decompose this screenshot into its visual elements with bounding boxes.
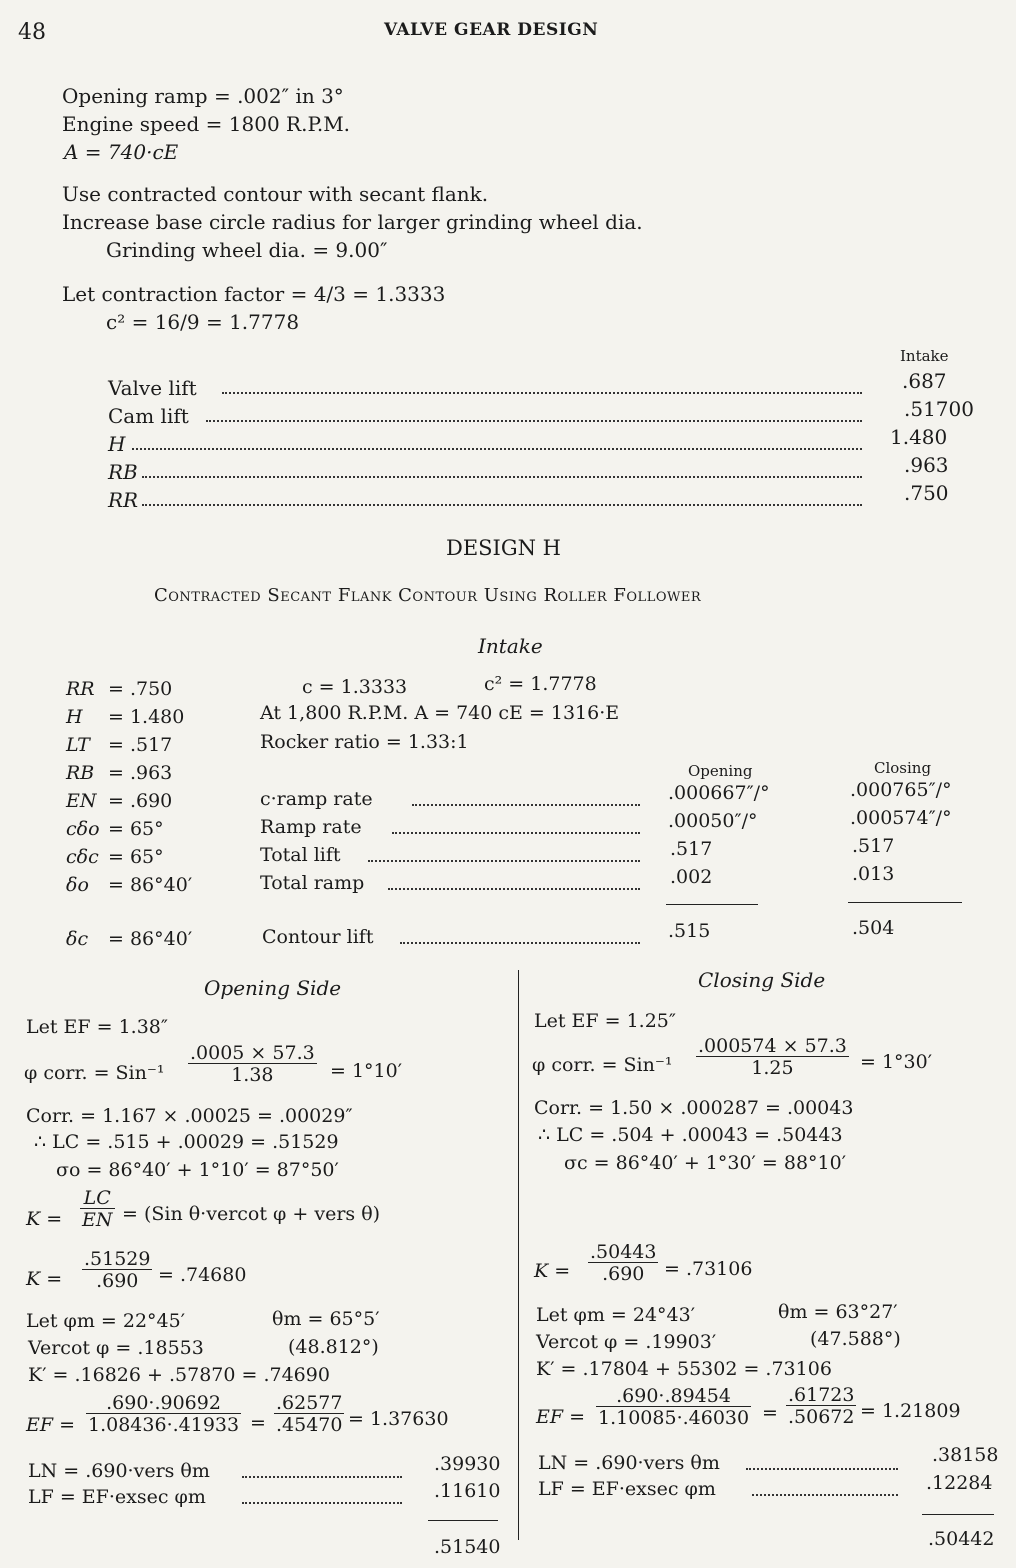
param-value: = .750 bbox=[108, 678, 173, 700]
lift-row-value: 1.480 bbox=[890, 425, 948, 449]
lift-table-header: Intake bbox=[900, 347, 949, 365]
mid-row-label: Contour lift bbox=[262, 926, 374, 948]
param-value: = 65° bbox=[108, 846, 164, 868]
closing-ef: Let EF = 1.25″ bbox=[534, 1010, 676, 1032]
c-value: c = 1.3333 bbox=[302, 676, 408, 698]
mid-row-opening: .00050″/° bbox=[668, 810, 758, 832]
dot-leader bbox=[752, 1494, 898, 1496]
param-name: cδc bbox=[66, 846, 99, 868]
closing-lf: LF = EF·exsec φm bbox=[538, 1478, 716, 1500]
closing-vercot: Vercot φ = .19903′ bbox=[536, 1331, 717, 1353]
spec-contraction-factor: Let contraction factor = 4/3 = 1.3333 bbox=[62, 282, 446, 306]
opening-k-formula: = (Sin θ·vercot φ + vers θ) bbox=[122, 1203, 381, 1225]
opening-side-heading: Opening Side bbox=[204, 976, 342, 1000]
fraction-denominator: 1.38 bbox=[188, 1063, 317, 1085]
fraction-numerator: .0005 × 57.3 bbox=[190, 1042, 315, 1064]
param-value: = 86°40′ bbox=[108, 874, 193, 896]
dot-leader bbox=[412, 804, 640, 806]
fraction-denominator: .690 bbox=[82, 1269, 152, 1291]
mid-row-closing: .000574″/° bbox=[850, 807, 952, 829]
spec-contour-note: Use contracted contour with secant flank. bbox=[62, 182, 489, 206]
lift-row-value: .750 bbox=[904, 481, 949, 505]
fraction-denominator: .45470 bbox=[276, 1414, 343, 1436]
fraction-denominator: .690 bbox=[588, 1262, 658, 1284]
lift-row-value: .51700 bbox=[904, 397, 974, 421]
param-name: EN bbox=[66, 790, 97, 812]
lift-row-label: H bbox=[108, 432, 126, 456]
mid-row-opening: .000667″/° bbox=[668, 782, 770, 804]
spec-engine-speed: Engine speed = 1800 R.P.M. bbox=[62, 112, 351, 136]
fraction-denominator: EN bbox=[82, 1209, 113, 1231]
lift-row-label: Cam lift bbox=[108, 404, 189, 428]
opening-phi-result: = 1°10′ bbox=[330, 1060, 403, 1082]
opening-ef-fraction-2 bbox=[274, 1394, 344, 1435]
spec-a-formula: A = 740·cE bbox=[64, 140, 179, 164]
opening-lf-value: .11610 bbox=[434, 1480, 501, 1502]
lift-row-label: RB bbox=[108, 460, 138, 484]
spec-opening-ramp: Opening ramp = .002″ in 3° bbox=[62, 84, 344, 108]
opening-phi-fraction bbox=[188, 1044, 317, 1085]
mid-row-label: c·ramp rate bbox=[260, 788, 373, 810]
closing-ef-label: EF = bbox=[536, 1406, 586, 1428]
opening-phi-label: φ corr. = Sin⁻¹ bbox=[24, 1062, 165, 1084]
fraction-numerator: .690·.90692 bbox=[106, 1392, 221, 1414]
opening-ln-value: .39930 bbox=[434, 1453, 501, 1475]
opening-k-label: K = bbox=[26, 1208, 63, 1230]
opening-k-label: K = bbox=[26, 1268, 63, 1290]
dot-leader bbox=[368, 860, 640, 862]
equals-sign: = bbox=[250, 1412, 266, 1434]
opening-sigma: σo = 86°40′ + 1°10′ = 87°50′ bbox=[56, 1159, 339, 1181]
fraction-denominator: 1.25 bbox=[696, 1056, 849, 1078]
opening-lf: LF = EF·exsec φm bbox=[28, 1486, 206, 1508]
closing-phi-result: = 1°30′ bbox=[860, 1051, 933, 1073]
closing-ln-value: .38158 bbox=[932, 1444, 999, 1466]
closing-k-prime: K′ = .17804 + 55302 = .73106 bbox=[536, 1358, 832, 1380]
opening-degrees: (48.812°) bbox=[288, 1336, 379, 1358]
param-name: δo bbox=[66, 874, 89, 896]
closing-k-fraction bbox=[588, 1243, 658, 1284]
spec-base-circle-note: Increase base circle radius for larger grinding wheel dia. bbox=[62, 210, 643, 234]
lift-row-value: .687 bbox=[902, 369, 947, 393]
fraction-denominator: 1.08436·.41933 bbox=[88, 1414, 240, 1436]
mid-row-label: Total lift bbox=[260, 844, 341, 866]
mid-row-closing: .504 bbox=[852, 917, 895, 939]
param-value: = .690 bbox=[108, 790, 173, 812]
opening-k-value-fraction bbox=[82, 1250, 152, 1291]
rpm-line: At 1,800 R.P.M. A = 740 cE = 1316·E bbox=[260, 702, 620, 724]
closing-sigma: σc = 86°40′ + 1°30′ = 88°10′ bbox=[564, 1152, 847, 1174]
param-name: cδo bbox=[66, 818, 100, 840]
column-divider bbox=[518, 970, 519, 1540]
opening-k-fraction bbox=[80, 1189, 115, 1230]
fraction-denominator: .50672 bbox=[788, 1406, 855, 1428]
closing-ef-fraction bbox=[596, 1387, 751, 1428]
opening-vercot: Vercot φ = .18553 bbox=[28, 1337, 204, 1359]
dot-leader bbox=[392, 832, 640, 834]
equals-sign: = bbox=[762, 1402, 778, 1424]
param-name: RR bbox=[66, 678, 95, 700]
lift-row-label: Valve lift bbox=[108, 376, 197, 400]
opening-k-result: = .74680 bbox=[158, 1264, 247, 1286]
dot-leader bbox=[222, 392, 862, 394]
closing-k-result: = .73106 bbox=[664, 1258, 753, 1280]
mid-row-opening: .002 bbox=[670, 866, 713, 888]
opening-ef-label: EF = bbox=[26, 1414, 76, 1436]
spec-grinding-wheel: Grinding wheel dia. = 9.00″ bbox=[106, 238, 388, 262]
closing-total: .50442 bbox=[928, 1528, 995, 1550]
dot-leader bbox=[206, 420, 862, 422]
closing-degrees: (47.588°) bbox=[810, 1328, 901, 1350]
param-name: LT bbox=[66, 734, 90, 756]
opening-lc: ∴ LC = .515 + .00029 = .51529 bbox=[34, 1131, 339, 1153]
closing-ef-result: = 1.21809 bbox=[860, 1400, 961, 1422]
intake-label: Intake bbox=[478, 634, 543, 658]
param-name: δc bbox=[66, 928, 89, 950]
mid-row-closing: .517 bbox=[852, 835, 895, 857]
opening-ln: LN = .690·vers θm bbox=[28, 1460, 210, 1482]
param-value: = .517 bbox=[108, 734, 173, 756]
c-squared-value: c² = 1.7778 bbox=[484, 673, 597, 695]
col-closing: Closing bbox=[874, 759, 932, 777]
fraction-numerator: .50443 bbox=[590, 1241, 657, 1263]
dot-leader bbox=[242, 1476, 402, 1478]
mid-row-label: Total ramp bbox=[260, 872, 365, 894]
spec-c-squared: c² = 16/9 = 1.7778 bbox=[106, 310, 300, 334]
lift-row-value: .963 bbox=[904, 453, 949, 477]
lift-row-label: RR bbox=[108, 488, 139, 512]
closing-phi-fraction bbox=[696, 1037, 849, 1078]
fraction-denominator: 1.10085·.46030 bbox=[598, 1407, 750, 1429]
opening-corr: Corr. = 1.167 × .00025 = .00029″ bbox=[26, 1105, 353, 1127]
fraction-numerator: .000574 × 57.3 bbox=[698, 1035, 847, 1057]
rocker-ratio: Rocker ratio = 1.33:1 bbox=[260, 731, 469, 753]
dot-leader bbox=[400, 942, 640, 944]
sum-rule bbox=[848, 902, 962, 903]
opening-total: .51540 bbox=[434, 1536, 501, 1558]
sum-rule bbox=[922, 1514, 994, 1515]
dot-leader bbox=[242, 1502, 402, 1504]
sum-rule bbox=[428, 1520, 498, 1521]
opening-k-prime: K′ = .16826 + .57870 = .74690 bbox=[28, 1364, 330, 1386]
design-subtitle: Contracted Secant Flank Contour Using Roller Follower bbox=[154, 585, 702, 606]
param-value: = .963 bbox=[108, 762, 173, 784]
closing-ln: LN = .690·vers θm bbox=[538, 1452, 720, 1474]
mid-row-label: Ramp rate bbox=[260, 816, 362, 838]
opening-theta-m: θm = 65°5′ bbox=[272, 1308, 380, 1330]
param-name: RB bbox=[66, 762, 95, 784]
dot-leader bbox=[388, 888, 640, 890]
page-number: 48 bbox=[18, 20, 46, 45]
fraction-numerator: .62577 bbox=[276, 1392, 343, 1414]
dot-leader bbox=[746, 1468, 898, 1470]
closing-lc: ∴ LC = .504 + .00043 = .50443 bbox=[538, 1124, 843, 1146]
param-value: = 86°40′ bbox=[108, 928, 193, 950]
sum-rule bbox=[666, 904, 758, 905]
dot-leader bbox=[142, 476, 862, 478]
mid-row-opening: .517 bbox=[670, 838, 713, 860]
param-value: = 65° bbox=[108, 818, 164, 840]
opening-ef-result: = 1.37630 bbox=[348, 1408, 449, 1430]
opening-ef: Let EF = 1.38″ bbox=[26, 1016, 168, 1038]
running-title: VALVE GEAR DESIGN bbox=[384, 20, 599, 40]
fraction-numerator: LC bbox=[83, 1187, 111, 1209]
closing-corr: Corr. = 1.50 × .000287 = .00043 bbox=[534, 1097, 854, 1119]
opening-ef-fraction bbox=[86, 1394, 241, 1435]
param-value: = 1.480 bbox=[108, 706, 185, 728]
design-title: DESIGN H bbox=[446, 536, 561, 560]
closing-lf-value: .12284 bbox=[926, 1472, 993, 1494]
closing-phi-m: Let φm = 24°43′ bbox=[536, 1304, 696, 1326]
mid-row-closing: .000765″/° bbox=[850, 779, 952, 801]
closing-ef-fraction-2 bbox=[786, 1386, 856, 1427]
fraction-numerator: .690·.89454 bbox=[616, 1385, 731, 1407]
dot-leader bbox=[142, 504, 862, 506]
dot-leader bbox=[132, 448, 862, 450]
closing-phi-label: φ corr. = Sin⁻¹ bbox=[532, 1054, 673, 1076]
fraction-numerator: .61723 bbox=[788, 1384, 855, 1406]
closing-side-heading: Closing Side bbox=[698, 968, 826, 992]
param-name: H bbox=[66, 706, 83, 728]
mid-row-opening: .515 bbox=[668, 920, 711, 942]
opening-phi-m: Let φm = 22°45′ bbox=[26, 1310, 186, 1332]
col-opening: Opening bbox=[688, 762, 753, 780]
fraction-numerator: .51529 bbox=[84, 1248, 151, 1270]
closing-theta-m: θm = 63°27′ bbox=[778, 1301, 898, 1323]
closing-k-label: K = bbox=[534, 1260, 571, 1282]
mid-row-closing: .013 bbox=[852, 863, 895, 885]
